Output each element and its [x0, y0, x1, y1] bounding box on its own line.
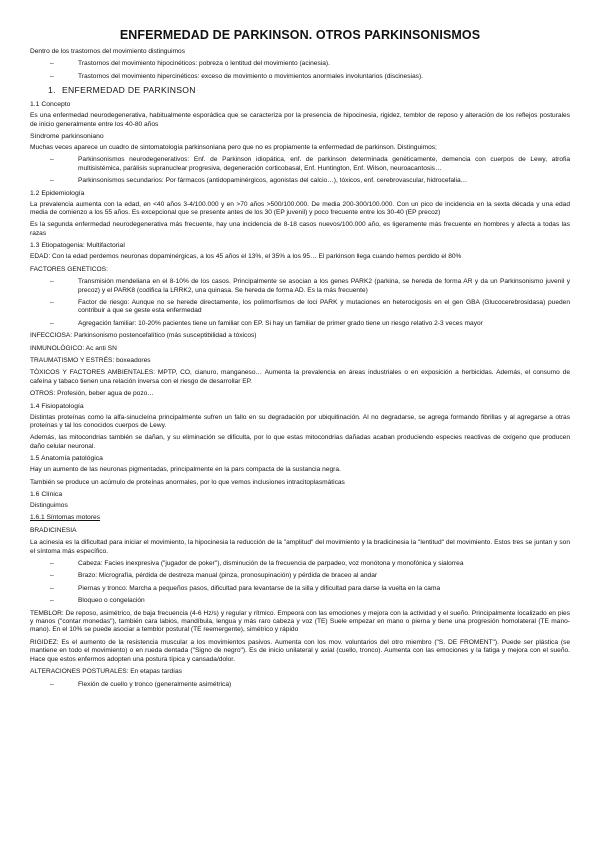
dash-bullet: – [50, 177, 54, 185]
paragraph: ALTERACIONES POSTURALES: En etapas tardías [30, 668, 182, 676]
list-item: – Brazo: Micrografía, pérdida de destreza manual (pinza, pronosupinación) y pérdida de braceo al andar [50, 572, 378, 580]
dash-bullet: – [50, 72, 54, 80]
paragraph: INMUNOLÓGICO: Ac anti SN [30, 344, 117, 352]
list-item: – Parkinsonismos secundarios: Por fármacos (antidopaminérgicos, agonistas del calcio…), tóxicos, enf. cerebrovascular, hidrocefalia… [50, 177, 468, 185]
sindrome-list [30, 156, 570, 185]
subsection-heading: 1.3 Etiopatogenia: Multifactorial [30, 242, 125, 250]
dash-bullet: – [50, 584, 54, 592]
subsection-heading: 1.6 Clínica [30, 491, 63, 498]
dash-bullet: – [50, 572, 54, 580]
section-heading: 1. ENFERMEDAD DE PARKINSON [48, 85, 196, 96]
paragraph: Muchas veces aparece un cuadro de sintomatología parkinsoniana pero que no es propiamente la enfermedad de parkinson. Distinguimos; [30, 144, 437, 152]
list-item: – Trastornos del movimiento hipocinéticos: pobreza o lentitud del movimiento (acinesia). [50, 60, 330, 68]
list-item: – Factor de riesgo: Aunque no se herede directamente, los polimorfismos de loci PARK y mutaciones en heterocigosis en el gen GBA (Glucocerebrosidasa) pueden contribuir a que se geste esta enfermedad [50, 298, 570, 315]
list-item: – Trastornos del movimiento hipercinéticos: exceso de movimiento o movimientos anormales involuntarios (discinesias). [50, 72, 423, 80]
paragraph: Además, las mitocondrias también se dañan, y su eliminación se dificulta, por lo que estas mitocondrias dañadas acaban produciendo especies reactivas de oxígeno que producen daño celular neuronal. [30, 434, 570, 450]
sub-subsection-heading: 1.6.1 Síntomas motores [30, 514, 101, 522]
dash-bullet: – [50, 319, 54, 327]
paragraph: Es la segunda enfermedad neurodegenerativa más frecuente, hay una incidencia de 8-18 casos nuevos/100.000 año, es ligeramente más frecuente en hombres y afecta a todas las razas [30, 221, 570, 237]
paragraph: BRADICINESIA [30, 526, 77, 534]
list-item: – Agregación familiar: 10-20% pacientes tiene un familiar con EP. Si hay un familiar de primer grado tiene un riesgo relativo 2-3 veces mayor [50, 319, 483, 327]
list-item: – Cabeza: Facies inexpresiva ("jugador de poker"), disminución de la frecuencia de parpadeo, voz monótona y monofónica y sialorrea [50, 560, 464, 568]
subsection-heading: 1.5 Anatomía patológica [30, 455, 103, 463]
dash-bullet: – [50, 60, 54, 68]
intro-text: Dentro de los trastornos del movimiento distinguimos [30, 48, 186, 55]
page-title: ENFERMEDAD DE PARKINSON. OTROS PARKINSONISMOS [119, 28, 481, 42]
paragraph: RIGIDEZ: Es el aumento de la resistencia muscular a los movimientos pasivos. Aumenta con los mov. voluntarios del otro miembro ("S. DE FROMENT"). Puede ser plástica (se mantiene en todo el movimiento) o en rueda dentada ("Signo de negro"). Es de inicio unilateral y axial (cuello, tronco). Aumenta con las emociones y la fatiga y mejora con el sueño. Hace que estos enfermos adopten una postura típica y cansada/dolor. [30, 638, 570, 663]
paragraph: FACTORES GENETICOS: [30, 265, 108, 273]
paragraph: La prevalencia aumenta con la edad, en <40 años 3-4/100.000 y en >70 años >500/100.000. De media 200-300/100.000. Con un pico de incidencia en la sexta década y una edad media de comienzo a los 55 años. Es excepcional que se presente antes de los 30 (EP juvenil) y poco frecuente entre los 30-40 (EP precoz) [30, 200, 570, 217]
paragraph: Distintas proteínas como la alfa-sinucleína principalmente sufren un fallo en su degradación por ubiquitinación. Al no degradarse, se agrega formando fibrillas y al agregarse a otras proteínas y tal los conocidos cuerpos de Lewy. [30, 413, 570, 429]
subsection-heading: Síndrome parkinsoniano [30, 133, 104, 141]
paragraph: También se produce un acúmulo de proteínas anormales, por lo que vemos inclusiones intracitoplasmáticas [30, 478, 345, 486]
list-item: – Parkinsonismos neurodegenerativos: Enf. de Parkinson idiopática, enf. de parkinson determinada genéticamente, demencia con cuerpos de Lewy, atrofia multisistémica, parálisis supranuclear progresiva, degeneración corticobasal, Enf. Huntington, Enf. Wilson, neuroacantosis… [50, 156, 570, 172]
bradicinesia-list [30, 560, 570, 606]
dash-bullet: – [50, 156, 54, 164]
paragraph: TÓXICOS Y FACTORES AMBIENTALES: MPTP, CO, cianuro, manganeso… Aumenta la prevalencia en áreas industriales o en exposición a herbicidas. Además, el consumo de cafeína y tabaco tienen una relación inversa con el riesgo de desarrollar EP. [30, 369, 570, 385]
list-item: – Bloqueo o congelación [50, 597, 145, 605]
dash-bullet: – [50, 597, 54, 605]
paragraph: Es una enfermedad neurodegenerativa, habitualmente esporádica que se caracteriza por la presencia de hipocinesia, rigidez, temblor de reposo y alteración de los reflejos posturales de inicio generalmente entre los 40-80 años [30, 112, 570, 128]
subsection-heading: 1.1 Concepto [30, 101, 71, 109]
paragraph: EDAD: Con la edad perdemos neuronas dopaminérgicas, a los 45 años el 13%, el 35% a los 95… El parkinson llega cuando hemos perdido el 80% [30, 253, 462, 261]
paragraph: La acinesia es la dificultad para iniciar el movimiento, la hipocinesia la reducción de la "amplitud" del movimiento y la bradicinesia la "lentitud" del movimiento. Estos tres se juntan y son el síntoma más específico. [30, 539, 570, 555]
list-item: – Piernas y tronco: Marcha a pequeños pasos, dificultad para levantarse de la silla y dificultad para darse la vuelta en la cama [50, 584, 441, 592]
subsection-heading: 1.4 Fisiopatología [30, 402, 84, 410]
dash-bullet: – [50, 560, 54, 568]
list-item: – Transmisión mendeliana en el 8-10% de los casos. Principalmente se asocian a los genes PARK2 (parkina, se hereda de forma AR y da un Parkinsonismo juvenil y precoz) y el PARK8 (codifica la LRRK2, una quinasa. Se hereda de forma AD. Es la más frecuente) [50, 278, 570, 294]
paragraph: Distinguimos [30, 502, 68, 509]
alteraciones-list [30, 681, 570, 689]
intro-list [30, 60, 570, 81]
dash-bullet: – [50, 298, 54, 306]
paragraph: Hay un aumento de las neuronas pigmentadas, principalmente en la pars compacta de la sustancia negra. [30, 466, 341, 474]
paragraph: TRAUMATISMO Y ESTRÉS: boxeadores [30, 356, 151, 364]
subsection-heading: 1.2 Epidemiología [30, 189, 85, 197]
list-item: – Flexión de cuello y tronco (generalmente asimétrica) [50, 680, 232, 688]
factores-list [30, 278, 570, 328]
dash-bullet: – [50, 278, 54, 286]
paragraph: INFECCIOSA: Parkinsonismo postencefalítico (más susceptibilidad a tóxicos) [30, 332, 257, 340]
dash-bullet: – [50, 680, 54, 688]
paragraph: TEMBLOR: De reposo, asimétrico, de baja frecuencia (4-6 Hz/s) y regular y rítmico. Empeora con las emociones y mejora con la actividad y el sueño. Principalmente localizado en pies y manos ("contar monedas"), también cara labios, mandíbula, lengua y más raro cabeza y voz (TE) Suele empezar en mano o pierna y tiene una progresión homolateral (TE mano-mano). En el 10% se puede asociar a temblor postural (TE reemergente), simétrico y rápido [30, 609, 570, 634]
paragraph: OTROS: Profesión, beber agua de pozo… [30, 390, 154, 398]
